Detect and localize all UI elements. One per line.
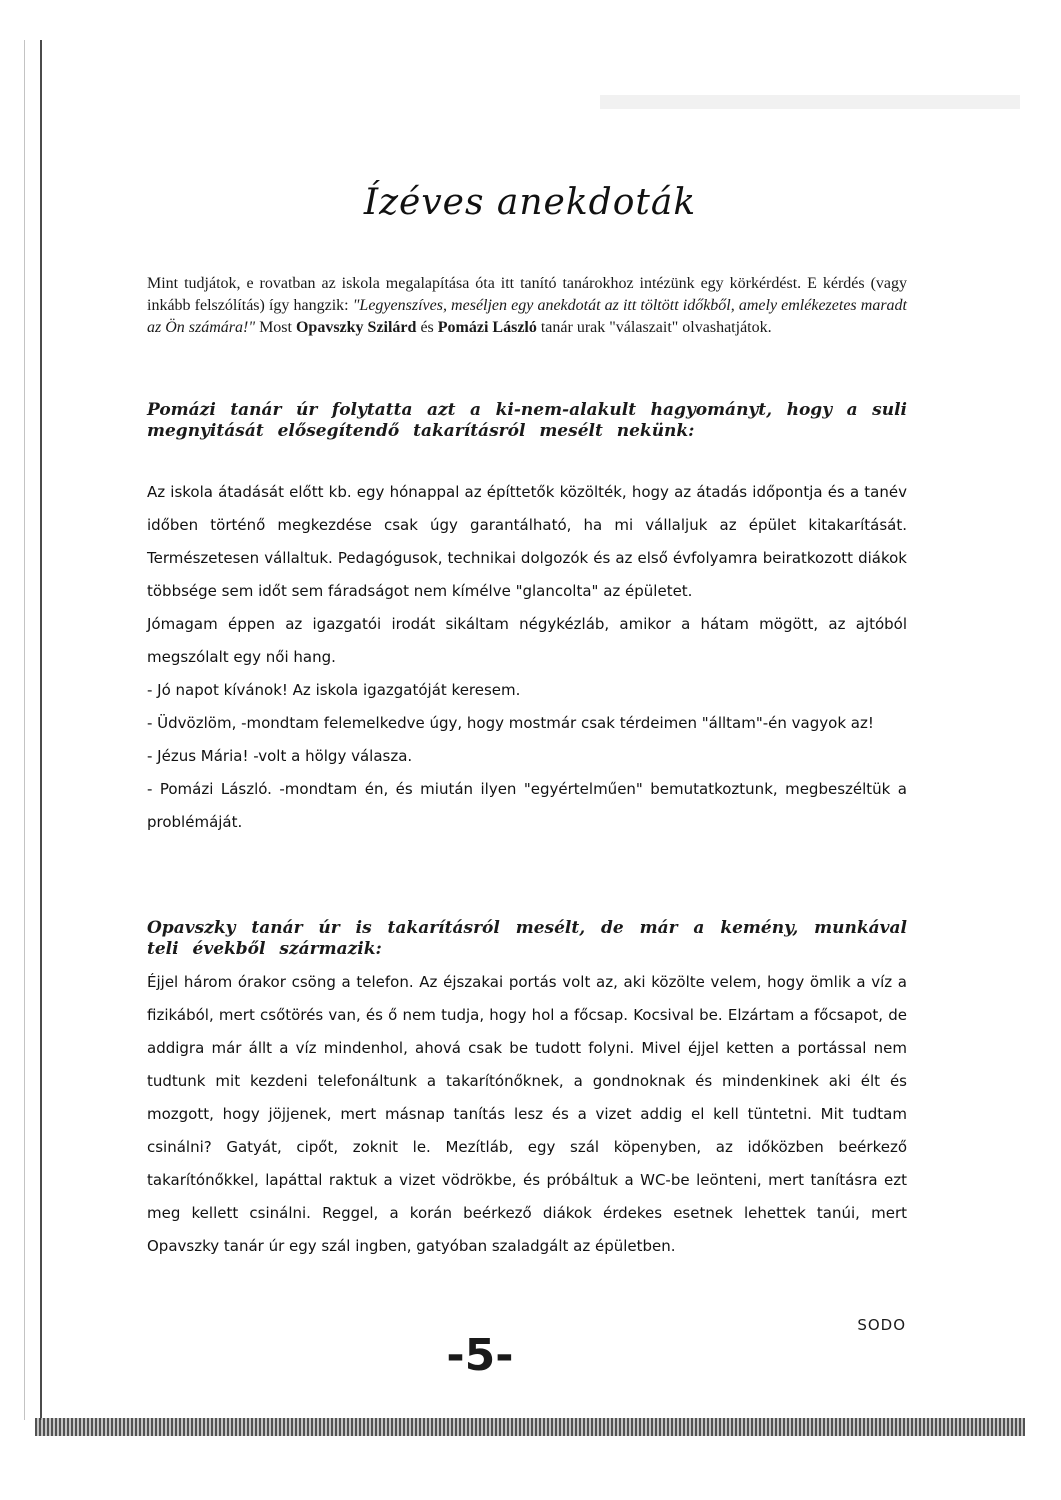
- intro-and: és: [416, 319, 438, 336]
- story-paragraph: - Jó napot kívánok! Az iskola igazgatóját keresem.: [147, 681, 521, 699]
- page-number: -5-: [446, 1330, 514, 1381]
- intro-text-3: tanár urak "válaszait" olvashatjátok.: [536, 319, 772, 336]
- scan-edge-line: [24, 40, 25, 1420]
- story-pomazi: [147, 476, 907, 839]
- intro-text-2: Most: [255, 319, 296, 336]
- bottom-scan-border: [35, 1418, 1025, 1436]
- author-signature: SODO: [857, 1316, 906, 1334]
- story-paragraph: Jómagam éppen az igazgatói irodát sikáltam négykézláb, amikor a hátam mögött, az ajtóból megszólalt egy női hang.: [147, 615, 907, 666]
- story-opavszky: [147, 966, 907, 1263]
- bleed-through-shadow: [600, 95, 1020, 109]
- teacher-name-opavszky: Opavszky Szilárd: [295, 319, 417, 336]
- intro-text-1: Mint tudjátok, e rovatban az iskola megalapítása óta itt tanító tanárokhoz intézünk egy körkérdést. E kérdés (vagy inkább felszólítás) így hangzik:: [147, 275, 907, 314]
- teacher-name-pomazi: Pomázi László: [437, 319, 537, 336]
- intro-paragraph: [147, 273, 907, 339]
- story-paragraph: - Pomázi László. -mondtam én, és miután ilyen "egyértelműen" bemutatkoztunk, megbeszéltük a problémáját.: [147, 780, 907, 831]
- page-title: Ízéves anekdoták: [363, 182, 697, 223]
- page-left-rule: [40, 40, 42, 1420]
- section-heading-pomazi: Pomázi tanár úr folytatta azt a ki-nem-alakult hagyományt, hogy a suli megnyitását elősegítendő takarításról mesélt nekünk:: [147, 400, 907, 441]
- intro-quote: "Legyenszíves, meséljen egy anekdotát az itt töltött időkből, amely emlékezetes maradt az Ön számára!": [147, 297, 907, 336]
- story-paragraph: Éjjel három órakor csöng a telefon. Az éjszakai portás volt az, aki közölte velem, hogy ömlik a víz a fizikából, mert csőtörés van, és ő nem tudja, hogy hol a főcsap. Kocsival be. Elzártam a főcsapot, de addigra már állt a víz mindenhol, ahová csak be tudott folyni. Mivel éjjel ketten a portással nem tudtunk mit kezdeni telefonáltunk a takarítónőknek, a gondnoknak és mindenkinek aki élt és mozgott, hogy jöjjenek, mert másnap tanítás lesz és a vizet addig el kell tüntetni. Mit tudtam csinálni? Gatyát, cipőt, zoknit le. Mezítláb, egy szál köpenyben, az időközben beérkező takarítónőkkel, lapáttal raktuk a vizet vödrökbe, és próbáltuk a WC-be leönteni, mert tanításra ezt meg kellett csinálni. Reggel, a korán beérkező diákok érdekes esetnek lehettek tanúi, mert Opavszky tanár úr egy szál ingben, gatyóban szaladgált az épületben.: [147, 973, 907, 1255]
- section-heading-opavszky: Opavszky tanár úr is takarításról mesélt, de már a kemény, munkával teli évekből származik:: [147, 918, 907, 959]
- story-paragraph: - Üdvözlöm, -mondtam felemelkedve úgy, hogy mostmár csak térdeimen "álltam"-én vagyok az!: [147, 714, 874, 732]
- story-paragraph: - Jézus Mária! -volt a hölgy válasza.: [147, 747, 413, 765]
- story-paragraph: Az iskola átadását előtt kb. egy hónappal az építtetők közölték, hogy az átadás időpontja és a tanév időben történő megkezdése csak úgy garantálható, ha mi vállaljuk az épület kitakarítását. Természetesen vállaltuk. Pedagógusok, technikai dolgozók és az első évfolyamra beiratkozott diákok többsége sem időt sem fáradságot nem kímélve "glancolta" az épületet.: [147, 483, 907, 600]
